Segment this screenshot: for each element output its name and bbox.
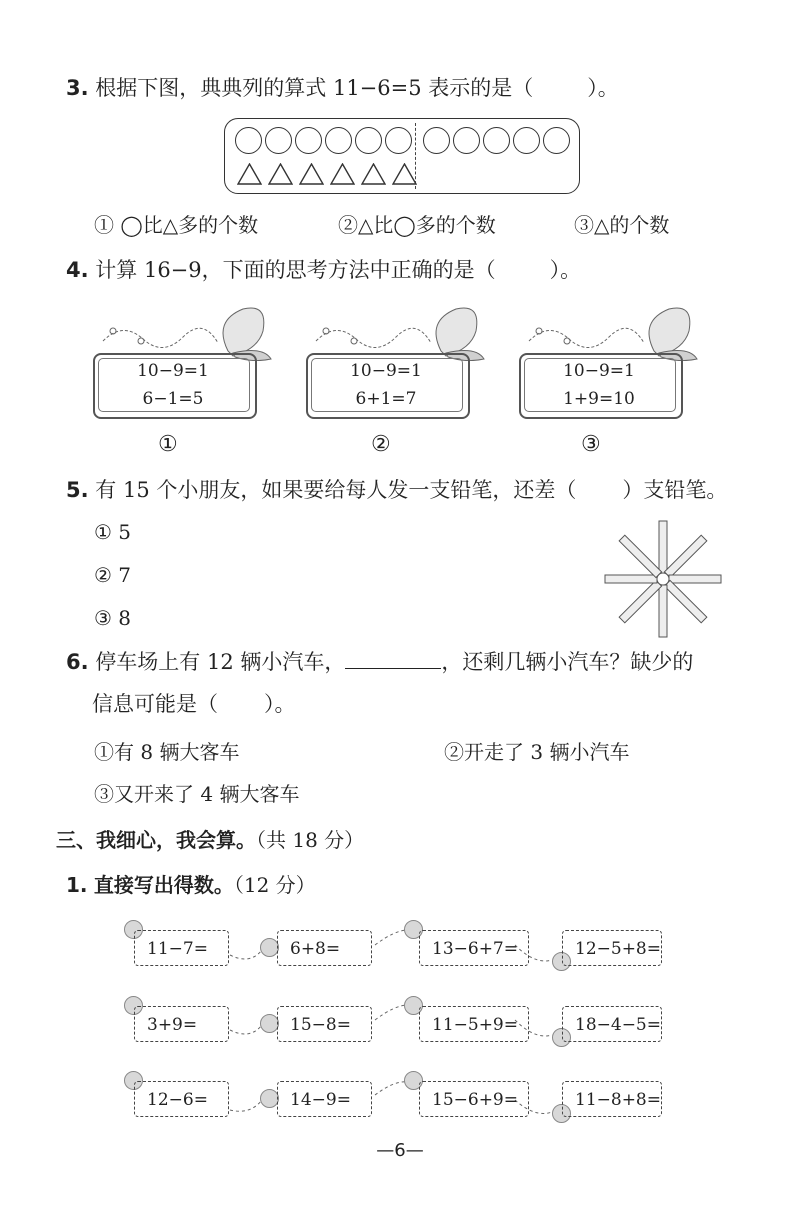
- section3-title: 三、我细心，我会算。: [56, 828, 256, 852]
- q5-option-3[interactable]: ③ 8: [94, 606, 132, 630]
- calc-box[interactable]: 11−7=: [134, 930, 229, 966]
- calc-box[interactable]: 15−8=: [277, 1006, 372, 1042]
- card-line-1: 10−9=1: [350, 361, 422, 381]
- card-line-2: 1+9=10: [563, 389, 635, 409]
- q6-text-b: ，还剩几辆小汽车？缺少的: [441, 650, 694, 674]
- q6-text-c: 信息可能是（: [92, 692, 218, 716]
- q3-option-1[interactable]: ① ◯比△多的个数: [94, 213, 259, 237]
- calc-box[interactable]: 6+8=: [277, 930, 372, 966]
- q3-option-2[interactable]: ②△比◯多的个数: [338, 213, 496, 237]
- calc-box[interactable]: 13−6+7=: [419, 930, 529, 966]
- q5-text: 有 15 个小朋友，如果要给每人发一支铅笔，还差（: [95, 478, 577, 502]
- q1-text: 直接写出得数。: [93, 873, 234, 897]
- q6-option-1[interactable]: ①有 8 辆大客车: [94, 740, 240, 764]
- q4-close: ）。: [549, 258, 582, 282]
- q6-option-3[interactable]: ③又开来了 4 辆大客车: [94, 782, 300, 806]
- calc-box[interactable]: 12−5+8=: [562, 930, 662, 966]
- q4-text: 计算 16−9，下面的思考方法中正确的是（: [95, 258, 496, 282]
- q1-number: 1.: [66, 873, 88, 897]
- q3-text: 根据下图，典典列的算式 11−6=5 表示的是（: [95, 76, 534, 100]
- q6-number: 6.: [66, 650, 89, 674]
- q3-close: ）。: [587, 76, 619, 100]
- q4-card-3-label: ③: [581, 432, 601, 457]
- q5-close: ）支铅笔。: [622, 478, 728, 502]
- page-number: —6—: [376, 1140, 424, 1161]
- q4-card-1-label: ①: [158, 432, 178, 457]
- q4-card-2-label: ②: [371, 432, 391, 457]
- q6-option-2[interactable]: ②开走了 3 辆小汽车: [444, 740, 630, 764]
- q5-number: 5.: [66, 478, 89, 502]
- q3-number: 3.: [66, 76, 89, 100]
- q4-number: 4.: [66, 258, 89, 282]
- q1-score: （12 分）: [233, 873, 316, 897]
- section3-score: （共 18 分）: [256, 828, 365, 852]
- calc-box[interactable]: 14−9=: [277, 1081, 372, 1117]
- q5-option-2[interactable]: ② 7: [94, 563, 132, 587]
- card-line-2: 6+1=7: [355, 389, 417, 409]
- q3-option-3[interactable]: ③△的个数: [574, 213, 670, 237]
- card-line-1: 10−9=1: [563, 361, 635, 381]
- q6-close: ）。: [264, 692, 296, 716]
- q5-option-1[interactable]: ① 5: [94, 520, 132, 544]
- card-line-2: 6−1=5: [142, 389, 204, 409]
- calc-box[interactable]: 12−6=: [134, 1081, 229, 1117]
- calc-box[interactable]: 3+9=: [134, 1006, 229, 1042]
- q6-text-a: 停车场上有 12 辆小汽车，: [95, 650, 346, 674]
- card-line-1: 10−9=1: [137, 361, 209, 381]
- calc-box[interactable]: 11−8+8=: [562, 1081, 662, 1117]
- calc-box[interactable]: 18−4−5=: [562, 1006, 662, 1042]
- calc-box[interactable]: 11−5+9=: [419, 1006, 529, 1042]
- calc-box[interactable]: 15−6+9=: [419, 1081, 529, 1117]
